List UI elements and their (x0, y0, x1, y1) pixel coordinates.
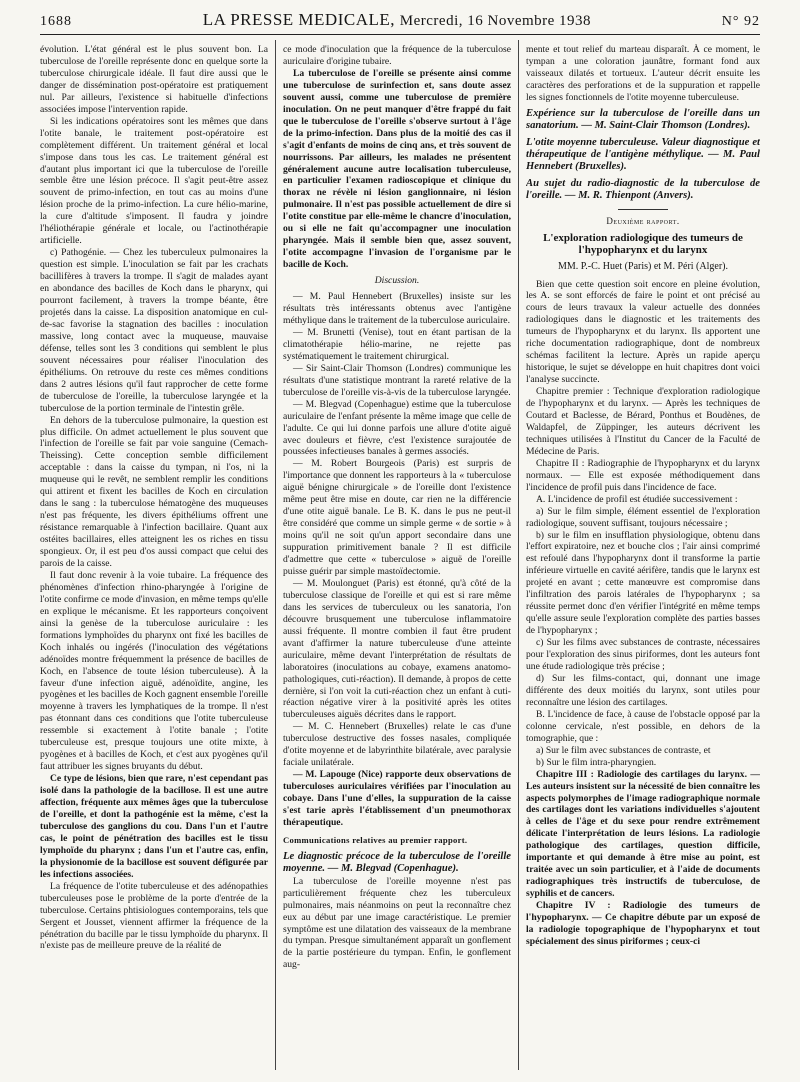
discussion-item: — M. C. Hennebert (Bruxelles) relate le cas d'une tuberculose destructive des fosses nasales, compliquée d'otite moyenne et de labyrinthite bilatérale, avec paralysie faciale unilatérale. (283, 721, 511, 769)
paragraph: Ce type de lésions, bien que rare, n'est cependant pas isolé dans la pathologie de la bacillose. Il est une autre affection, fréquente aux mêmes âges que la tuberculose de l'oreille, et dont la pathogénie est la même, c'est la tuberculose des ganglions du cou. Dans l'un et l'autre cas, le point de pénétration des bacilles est le tissu lymphoïde du pharynx ; dans l'un et l'autre cas, enfin, la physionomie de la bacillose est souvent défigurée par les infections associées. (40, 773, 268, 880)
communications-heading: Communications relatives au premier rapport. (283, 834, 468, 845)
issue-date: Mercredi, 16 Novembre 1938 (399, 13, 592, 29)
discussion-item: — M. Robert Bourgeois (Paris) est surpris de l'importance que donnent les rapporteurs à la « tuberculose aiguë bénigne chirurgicale » de l'oreille dont l'existence même peut être mise en doute, car rien ne la différencie d'une otite aiguë banale. Le B. K. dans le pus ne peut-il être considéré que comme un simple germe « de sortie » à moins qu'il ne soit qu'un apport secondaire dans une suppuration primitivement banale ? Il est difficile d'admettre que cette « tuberculose » aiguë de l'oreille puisse guérir par simple mastoïdectomie. (283, 458, 511, 577)
journal-title (203, 10, 591, 30)
paragraph: La tuberculose de l'oreille moyenne n'est pas particulièrement fréquente chez les tuberculeux pulmonaires, mais néanmoins on peut la reconnaître chez eux au début par une image caractéristique. Le premier symptôme est une dilatation des vaisseaux de la membrane du tympan. Presque simultanément apparaît un gonflement de la partie postérieure du tympan. Enfin, le gonflement aug- (283, 875, 511, 971)
paragraph: Chapitre II : Radiographie de l'hypopharynx et du larynx normaux. — Elle est exposée méthodiquement dans l'incidence de profil puis dans l'incidence de face. (526, 457, 760, 493)
discussion-heading: Discussion. (374, 275, 420, 287)
paragraph: Il faut donc revenir à la voie tubaire. La fréquence des phénomènes d'infection rhino-pharyngée à l'origine de l'otite confirme ce mode d'invasion, en même temps qu'elle en explique le mécanisme. Et les rapporteurs conçoivent ainsi la genèse de la tuberculose auriculaire : les formations lymphoïdes du pharynx ont fixé les bacilles de Koch inhalés ou ingérés (l'inoculation des végétations adénoïdes montre fréquemment la présence de bacilles de Koch, en l'absence de toute lésion tuberculeuse). À la faveur d'une infection aiguë, adénoïdite, angine, les pyogènes et les bacilles de Koch gagnent ensemble l'oreille moyenne à travers les lymphatiques de la trompe. Il n'est pas étonnant dans ces conditions que l'otite tuberculeuse ressemble si exactement à l'otite banale ; l'otite tuberculeuse est, presque toujours une otite mixte, à pyogènes et à bacilles de Koch, et c'est aux pyogènes qu'il faut attribuer les signes bruyants du début. (40, 569, 268, 773)
page-number: 1688 (40, 14, 72, 29)
journal-name: LA PRESSE MEDICALE, (202, 10, 396, 29)
issue-number: N° 92 (721, 14, 760, 29)
divider (618, 209, 668, 210)
communication-title: L'otite moyenne tuberculeuse. Valeur diagnostique et thérapeutique de l'antigène méthylique. — M. Paul Hennebert (Bruxelles). (526, 136, 760, 173)
paragraph: Chapitre III : Radiologie des cartilages du larynx. — Les auteurs insistent sur la nécessité de bien connaître les aspects polymorphes de l'image radiographique normale des cartilages dont les variations individuelles s'ajoutent à celles de l'âge et du sexe pour rendre extrêmement délicate l'interprétation de leurs lésions. La radiologie pathologique des cartilages, question difficile, importante et qui demande à être mise au point, est traitée avec un soin particulier, et à l'aide de documents radiographiques très instructifs de tuberculose, de syphilis et de cancers. (526, 768, 760, 900)
paragraph: d) Sur les films-contact, qui, donnant une image différente des deux moitiés du larynx, sont utiles pour reconnaître une lésion des cartilages. (526, 672, 760, 708)
paragraph: A. L'incidence de profil est étudiée successivement : (536, 493, 738, 505)
paragraph: b) Sur le film intra-pharyngien. (536, 756, 657, 768)
paragraph: La fréquence de l'otite tuberculeuse et des adénopathies tuberculeuses pose le problème de la porte d'entrée de la tuberculose. Certains phtisiologues contemporains, tels que Sergent et Jousset, viennent affirmer la fréquence de la pénétration du bacille par le tissu lymphoïde du pharynx. Il n'existe pas de meilleure preuve de la réalité de (40, 880, 268, 952)
paragraph: Chapitre IV : Radiologie des tumeurs de l'hypopharynx. — Ce chapitre débute par un exposé de la radiologie topographique de l'hypopharynx et tout spécialement des sinus piriformes ; ceux-ci (526, 900, 760, 947)
discussion-item: — M. Moulonguet (Paris) est étonné, qu'à côté de la tuberculose classique de l'oreille et qui est si rare même dans les services de tuberculeux ou les sanatoria, l'on découvre brusquement une tuberculose inflammatoire aussi fréquente. Il montre combien il faut être prudent avant d'affirmer la nature tuberculeuse d'une atteinte auriculaire, même devant l'interprétation de résultats de laboratoires (inoculations au cobaye, examens anatomo-pathologiques, cuti-réaction). Il demande, à propos de cette dernière, si l'on voit la cuti-réaction chez un enfant à cuti-réaction négative virer à la positivité après les otites tuberculeuses aiguës décrites dans le rapport. (283, 577, 511, 721)
discussion-item: — M. Lapouge (Nice) rapporte deux observations de tuberculoses auriculaires vérifiées par l'inoculation au cobaye. Dans l'une d'elles, la suppuration de la caisse s'est tarie après l'établissement d'un pneumothorax thérapeutique. (283, 769, 511, 828)
communication-title: Au sujet du radio-diagnostic de la tuberculose de l'oreille. — M. R. Thienpont (Anvers). (526, 177, 760, 202)
column-2 (283, 44, 511, 1072)
report-label: Deuxième rapport. (606, 215, 680, 226)
paragraph: Bien que cette question soit encore en pleine évolution, les A. se sont efforcés de faire le point et ont précisé au cours de leurs travaux la valeur actuelle des données radiologiques dans le diagnostic et les traitements des tumeurs de l'hypopharynx et du larynx. Ils apportent une riche documentation radiographique, dont de nombreux schémas facilitent la lecture. Après un rapide aperçu historique, le sujet se développe en huit chapitres dont voici l'analyse succincte. (526, 278, 760, 386)
discussion-item: — Sir Saint-Clair Thomson (Londres) communique les résultats d'une statistique montrant la rareté relative de la tuberculose de l'oreille vis-à-vis de la tuberculose laryngée. (283, 362, 511, 398)
paragraph: En dehors de la tuberculose pulmonaire, la question est plus difficile. On admet actuellement le plus souvent que l'infection de l'oreille se fait par voie sanguine (Cemach-Theissing). Cette conception semble difficilement acceptable : dans la caisse du tympan, ni l'os, ni la muqueuse qui le revêt, ne semblent remplir les conditions qui attirent et fixent les bacilles de Koch en circulation dans le sang : la tuberculose hématogène des muqueuses n'est pas fréquente, les divers épithéliums offrent une résistance remarquable à l'infection bacillaire. Quant aux ostéites bacillaires, elles atteignent les os riches en tissu spongieux. Or, il est peu d'os aussi compact que celui des parois de la caisse. (40, 414, 268, 569)
column-divider (275, 40, 276, 1070)
paragraph: Si les indications opératoires sont les mêmes que dans l'otite banale, le traitement post-opératoire est complètement différent. Un traitement général et local s'impose dans tous les cas. Le traitement général est d'autant plus important ici que la tuberculose de l'oreille semble être une lésion précoce. Il s'agit peut-être assez souvent de primo-infection, en tout cas au moins d'une lésion proche de la primo-infection. La cure hélio-marine, la cure d'altitude s'imposent. Il faudra y joindre l'héliothérapie générale et locale, ou l'actinothérapie artificielle. (40, 115, 268, 247)
paragraph: c) Pathogénie. — Chez les tuberculeux pulmonaires la question est simple. L'inoculation se fait par les crachats bacillifères à travers la trompe. Il s'agit de malades ayant en abondance des bacilles de Koch dans le pharynx, qui pourront facilement, à travers la trompe béante, être projetés dans la caisse. La disposition anatomique en cul-de-sac favorise la stagnation des bacilles : inoculation massive, long contact avec la muqueuse, mauvaise défense, telles sont les 3 conditions qui semblent le plus souvent nécessaires pour réaliser l'inoculation des épithéliums. On retrouve du reste ces mêmes conditions dans 2 autres lésions qu'il faut rapprocher de cette forme de tuberculose de l'oreille, la tuberculose laryngée et la tuberculose de la portion terminale de l'intestin grêle. (40, 247, 268, 414)
column-divider (518, 40, 519, 1070)
discussion-item: — M. Brunetti (Venise), tout en étant partisan de la climatothérapie hélio-marine, ne rejette pas systématiquement le traitement chirurgical. (283, 326, 511, 362)
communication-title: Expérience sur la tuberculose de l'oreille dans un sanatorium. — M. Saint-Clair Thomson (Londres). (526, 107, 760, 132)
paragraph: a) Sur le film avec substances de contraste, et (536, 744, 711, 756)
page-header (40, 10, 760, 35)
report-authors: MM. P.-C. Huet (Paris) et M. Péri (Alger). (558, 260, 728, 272)
paragraph: B. L'incidence de face, à cause de l'obstacle opposé par la colonne cervicale, n'est possible, en dehors de la tomographie, que : (526, 708, 760, 744)
discussion-item: — M. Paul Hennebert (Bruxelles) insiste sur les résultats très intéressants obtenus avec l'antigène méthylique dans le traitement de la tuberculose auriculaire. (283, 291, 511, 326)
column-1 (40, 44, 268, 1072)
paragraph: ce mode d'inoculation que la fréquence de la tuberculose auriculaire d'origine tubaire. (283, 44, 511, 67)
paragraph: évolution. L'état général est le plus souvent bon. La tuberculose de l'oreille représente donc en quelque sorte la tuberculose chirurgicale idéale. Il faut dire aussi que le danger de dissémination post-opératoire est pratiquement nul. Par ailleurs, l'existence si habituelle d'infections associées impose l'intervention rapide. (40, 44, 268, 115)
column-3 (526, 44, 760, 1072)
paragraph: mente et tout relief du marteau disparaît. À ce moment, le tympan a une coloration jaunâtre, formant fond aux vaisseaux dilatés et tortueux. L'auteur décrit ensuite les caractères des perforations et de la suppuration et rappelle les signes fonctionnels de l'otite moyenne tuberculeuse. (526, 44, 760, 103)
communication-title: Le diagnostic précoce de la tuberculose de l'oreille moyenne. — M. Blegvad (Copenhague). (283, 850, 511, 875)
paragraph: b) sur le film en insufflation physiologique, obtenu dans l'effort expiratoire, nez et bouche clos ; l'air ainsi comprimé est refoulé dans l'hypopharynx dont il transforme la partie inférieure virtuelle en cavité aérifère, tandis que le larynx est projeté en avant ; cette manœuvre est compromise dans l'infiltration des parois latérales de l'hypopharynx ; sa réussite permet donc d'en vérifier l'intégrité en même temps qu'elle assure seule l'exploration complète des parties basses de l'hypopharynx ; (526, 529, 760, 637)
paragraph: c) Sur les films avec substances de contraste, nécessaires pour l'exploration des sinus piriformes, dont les auteurs font une étude radiologique très précise ; (526, 637, 760, 673)
report-title: L'exploration radiologique des tumeurs de l'hypopharynx et du larynx (543, 231, 743, 257)
paragraph: Chapitre premier : Technique d'exploration radiologique de l'hypopharynx et du larynx. — Après les techniques de Coutard et Baclesse, de Bérard, Ponthus et Boudènes, de Waldapfel, de Züppinger, les auteurs décrivent les techniques utilisées à l'Institut du Cancer de la Faculté de Médecine de Paris. (526, 386, 760, 457)
paragraph: La tuberculose de l'oreille se présente ainsi comme une tuberculose de surinfection et, sans doute assez souvent aussi, comme une tuberculose de première inoculation. On ne peut manquer d'être frappé du fait que le tuberculose de l'oreille s'observe surtout à l'âge de la primo-infection. Dans plus de la moitié des cas il s'agit d'enfants de moins de cinq ans, et très souvent de nourrissons. Par ailleurs, les malades ne présentent généralement aucune autre localisation tuberculeuse, en particulier l'examen radioscopique et clinique du thorax ne révèle ni lésion ganglionnaire, ni lésion pulmonaire. Il n'est pas possible actuellement de dire si l'otite constitue par elle-même le chancre d'inoculation, ou si elle ne fait qu'accompagner une inoculation pharyngée. Mais il semble bien que, assez souvent, l'otite accompagne l'invasion de l'organisme par le bacille de Koch. (283, 67, 511, 271)
discussion-item: — M. Blegvad (Copenhague) estime que la tuberculose auriculaire de l'enfant présente la même image que celle de l'adulte. Ce qui lui donne parfois une allure d'otite aiguë avec douleurs et fièvre, c'est l'existence surajoutée de poussées infectieuses banales à germes associés. (283, 398, 511, 458)
paragraph: a) Sur le film simple, élément essentiel de l'exploration radiologique, souvent suffisant, toujours nécessaire ; (526, 505, 760, 529)
